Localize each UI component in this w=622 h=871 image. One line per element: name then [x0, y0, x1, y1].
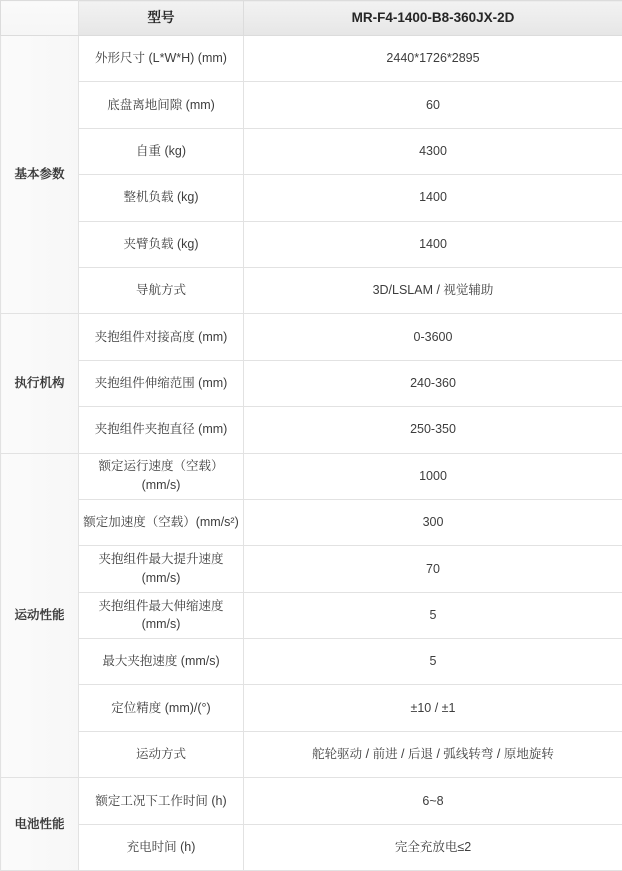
specification-table-body [1, 1, 622, 871]
group-label-battery: 电池性能 [1, 778, 79, 871]
table-row [1, 453, 622, 499]
row-name: 底盘离地间隙 (mm) [79, 82, 244, 128]
header-group-cell [1, 1, 79, 36]
table-row [1, 407, 622, 453]
row-value: 250-350 [244, 407, 622, 453]
table-header-row [1, 1, 622, 36]
group-label-basic: 基本参数 [1, 36, 79, 314]
row-value: 6~8 [244, 778, 622, 824]
row-value: 240-360 [244, 360, 622, 406]
table-row [1, 778, 622, 824]
row-name: 额定加速度（空载）(mm/s²) [79, 499, 244, 545]
table-row [1, 592, 622, 638]
row-value: 60 [244, 82, 622, 128]
table-row [1, 639, 622, 685]
table-row [1, 128, 622, 174]
row-name: 额定运行速度（空载）(mm/s) [79, 453, 244, 499]
table-row [1, 685, 622, 731]
row-name: 整机负载 (kg) [79, 175, 244, 221]
row-value: 70 [244, 546, 622, 592]
row-value: ±10 / ±1 [244, 685, 622, 731]
row-value: 4300 [244, 128, 622, 174]
row-name: 自重 (kg) [79, 128, 244, 174]
table-row [1, 221, 622, 267]
table-row [1, 82, 622, 128]
row-value: 2440*1726*2895 [244, 36, 622, 82]
table-row [1, 824, 622, 870]
header-value-cell: MR-F4-1400-B8-360JX-2D [244, 1, 622, 36]
row-value: 5 [244, 639, 622, 685]
row-name: 夹抱组件对接高度 (mm) [79, 314, 244, 360]
row-value: 1400 [244, 221, 622, 267]
row-name: 夹抱组件夹抱直径 (mm) [79, 407, 244, 453]
row-name: 夹臂负载 (kg) [79, 221, 244, 267]
row-name: 最大夹抱速度 (mm/s) [79, 639, 244, 685]
table-row [1, 175, 622, 221]
row-name: 夹抱组件伸缩范围 (mm) [79, 360, 244, 406]
row-name: 充电时间 (h) [79, 824, 244, 870]
row-name: 夹抱组件最大伸缩速度 (mm/s) [79, 592, 244, 638]
row-value: 3D/LSLAM / 视觉辅助 [244, 267, 622, 313]
row-value: 1000 [244, 453, 622, 499]
table-row [1, 314, 622, 360]
table-row [1, 267, 622, 313]
group-label-actuator: 执行机构 [1, 314, 79, 453]
row-name: 定位精度 (mm)/(°) [79, 685, 244, 731]
header-name-cell: 型号 [79, 1, 244, 36]
group-label-motion: 运动性能 [1, 453, 79, 778]
row-name: 外形尺寸 (L*W*H) (mm) [79, 36, 244, 82]
table-row [1, 36, 622, 82]
row-value: 0-3600 [244, 314, 622, 360]
row-value: 300 [244, 499, 622, 545]
row-name: 额定工况下工作时间 (h) [79, 778, 244, 824]
row-name: 导航方式 [79, 267, 244, 313]
row-name: 夹抱组件最大提升速度 (mm/s) [79, 546, 244, 592]
row-value: 5 [244, 592, 622, 638]
row-value: 完全充放电≤2 [244, 824, 622, 870]
table-row [1, 499, 622, 545]
row-value: 舵轮驱动 / 前进 / 后退 / 弧线转弯 / 原地旋转 [244, 731, 622, 777]
row-value: 1400 [244, 175, 622, 221]
table-row [1, 731, 622, 777]
table-row [1, 360, 622, 406]
table-row [1, 546, 622, 592]
row-name: 运动方式 [79, 731, 244, 777]
